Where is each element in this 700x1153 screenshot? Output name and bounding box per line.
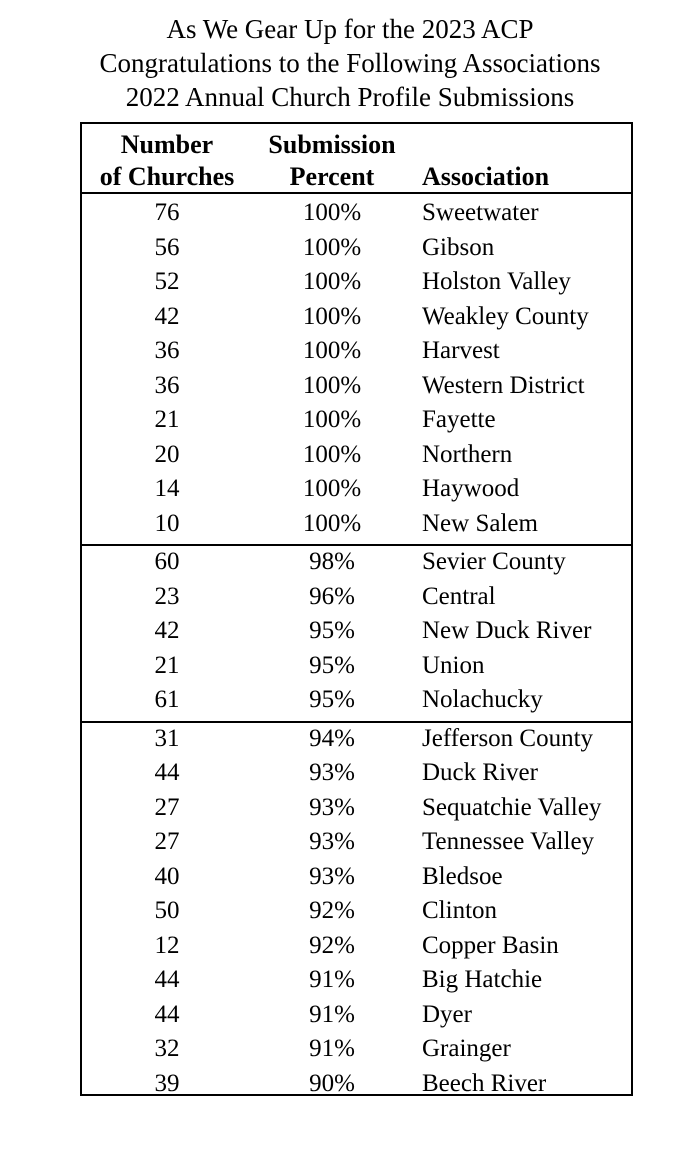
church-count-cell: 61	[154, 686, 180, 713]
church-count-cell: 32	[154, 1035, 180, 1062]
association-name-cell: Harvest	[422, 337, 500, 364]
header-submission-line2: Percent	[289, 162, 375, 191]
submission-percent-cell: 100%	[302, 302, 362, 330]
submission-percent-cell: 100%	[302, 199, 362, 226]
church-count-cell: 14	[154, 475, 180, 502]
title-line-2: Congratulations to the Following Associations	[99, 48, 601, 78]
church-count-cell: 27	[154, 793, 180, 821]
church-count-cell: 56	[154, 233, 180, 261]
church-count-cell: 40	[154, 862, 180, 890]
church-count-cell: 23	[154, 582, 180, 610]
association-name-cell: Weakley County	[422, 302, 589, 330]
submission-percent-cell: 100%	[302, 371, 362, 399]
title-line-3: 2022 Annual Church Profile Submissions	[125, 82, 575, 112]
submission-percent-cell: 100%	[302, 268, 362, 295]
church-count-cell: 36	[154, 371, 180, 399]
church-count-cell: 44	[154, 759, 180, 786]
church-count-cell: 52	[154, 268, 180, 295]
association-name-cell: Sweetwater	[422, 199, 539, 226]
association-name-cell: Duck River	[422, 759, 538, 786]
submissions-table	[80, 122, 633, 1096]
association-name-cell: Beech River	[422, 1069, 547, 1097]
association-name-cell: Northern	[422, 440, 513, 468]
submission-percent-cell: 100%	[302, 509, 362, 537]
submission-percent-cell: 100%	[302, 233, 362, 261]
association-name-cell: Nolachucky	[422, 686, 543, 713]
submission-percent-cell: 91%	[309, 966, 355, 993]
submission-percent-cell: 92%	[309, 897, 355, 924]
church-count-cell: 21	[154, 651, 180, 679]
church-count-cell: 12	[154, 931, 180, 959]
submission-percent-cell: 100%	[302, 337, 362, 364]
submission-percent-cell: 93%	[309, 862, 355, 890]
church-count-cell: 44	[154, 966, 180, 993]
association-name-cell: New Duck River	[422, 617, 592, 644]
association-name-cell: Sevier County	[422, 548, 566, 575]
header-number-line1: Number	[120, 130, 214, 159]
association-name-cell: Jefferson County	[422, 724, 594, 752]
submission-percent-cell: 100%	[302, 475, 362, 502]
church-count-cell: 39	[154, 1069, 180, 1097]
submission-percent-cell: 93%	[309, 793, 355, 821]
association-name-cell: Big Hatchie	[422, 966, 543, 993]
association-name-cell: Western District	[422, 371, 585, 399]
church-count-cell: 42	[154, 617, 180, 644]
submission-percent-cell: 93%	[309, 828, 355, 855]
association-name-cell: Tennessee Valley	[422, 828, 595, 855]
submission-percent-cell: 95%	[309, 686, 355, 713]
church-count-cell: 27	[154, 828, 180, 855]
church-count-cell: 10	[154, 509, 180, 537]
church-count-cell: 60	[154, 548, 180, 575]
submission-percent-cell: 100%	[302, 406, 362, 433]
church-count-cell: 20	[154, 440, 180, 468]
church-count-cell: 50	[154, 897, 180, 924]
church-count-cell: 31	[154, 724, 180, 752]
submission-percent-cell: 94%	[309, 724, 355, 752]
association-name-cell: Fayette	[422, 406, 496, 433]
association-name-cell: Copper Basin	[422, 931, 559, 959]
association-name-cell: Union	[422, 651, 485, 679]
submission-percent-cell: 95%	[309, 617, 355, 644]
submission-percent-cell: 91%	[309, 1000, 355, 1028]
submission-percent-cell: 100%	[302, 440, 362, 468]
association-name-cell: New Salem	[422, 509, 538, 537]
submission-percent-cell: 93%	[309, 759, 355, 786]
header-association: Association	[422, 162, 550, 191]
church-count-cell: 76	[154, 199, 180, 226]
church-count-cell: 42	[154, 302, 180, 330]
header-number-line2: of Churches	[99, 162, 235, 191]
submission-percent-cell: 92%	[309, 931, 355, 959]
church-count-cell: 21	[154, 406, 180, 433]
association-name-cell: Haywood	[422, 475, 520, 502]
association-name-cell: Gibson	[422, 233, 495, 261]
association-name-cell: Holston Valley	[422, 268, 571, 295]
submission-percent-cell: 98%	[309, 548, 355, 575]
association-name-cell: Clinton	[422, 897, 498, 924]
church-count-cell: 36	[154, 337, 180, 364]
group-divider	[82, 544, 631, 546]
submission-percent-cell: 91%	[309, 1035, 355, 1062]
submission-percent-cell: 96%	[309, 582, 355, 610]
submission-percent-cell: 95%	[309, 651, 355, 679]
association-name-cell: Sequatchie Valley	[422, 793, 602, 821]
association-name-cell: Dyer	[422, 1000, 472, 1028]
header-divider	[82, 192, 631, 194]
association-name-cell: Central	[422, 582, 496, 610]
church-count-cell: 44	[154, 1000, 180, 1028]
title-line-1: As We Gear Up for the 2023 ACP	[166, 14, 534, 44]
submission-percent-cell: 90%	[309, 1069, 355, 1097]
association-name-cell: Bledsoe	[422, 862, 503, 890]
association-name-cell: Grainger	[422, 1035, 511, 1062]
header-submission-line1: Submission	[268, 130, 396, 159]
group-divider	[82, 721, 631, 723]
